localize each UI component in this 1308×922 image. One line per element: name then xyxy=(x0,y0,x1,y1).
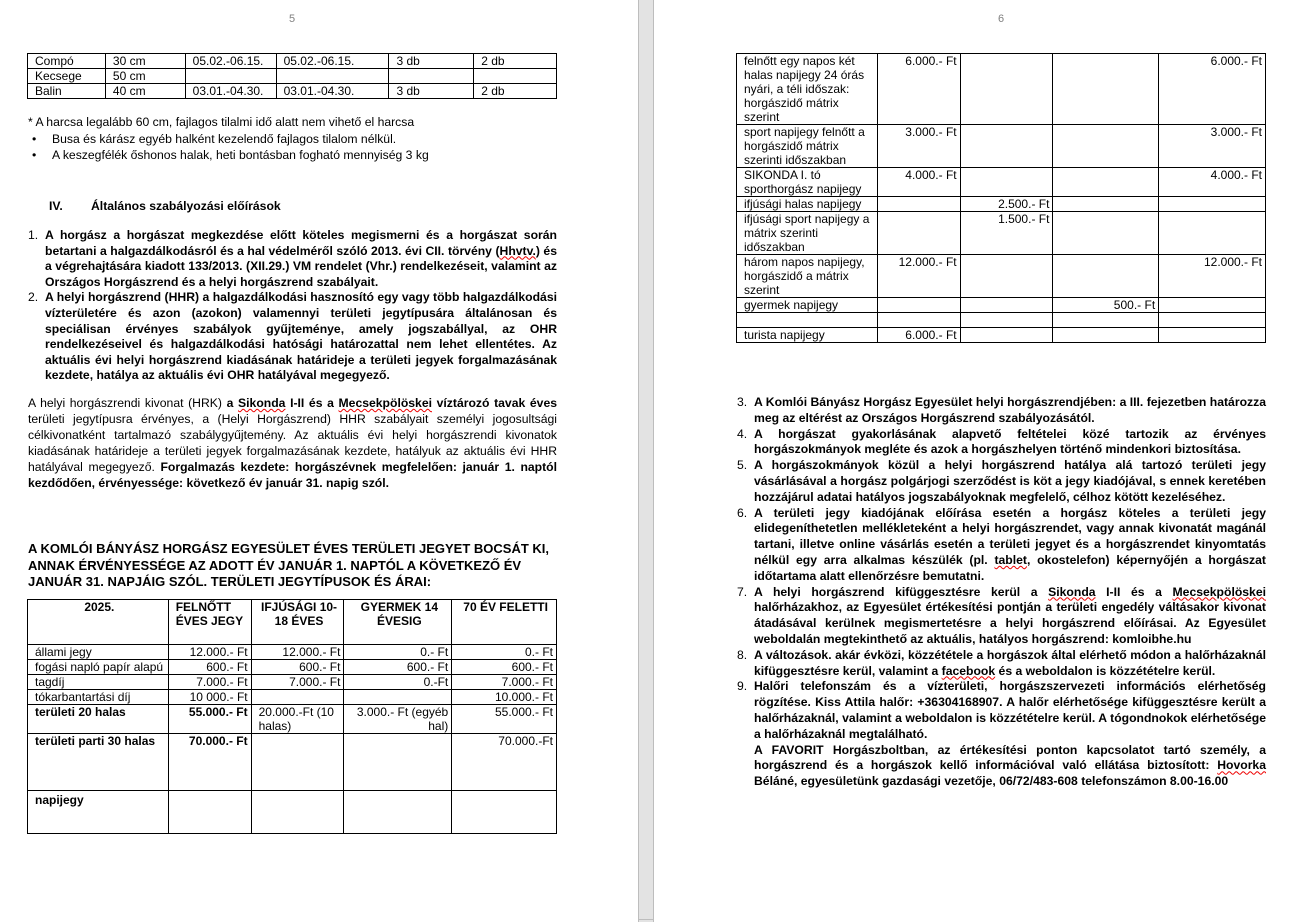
rule-item xyxy=(737,506,1266,585)
cell xyxy=(877,197,960,212)
rule-number: 6. xyxy=(737,505,748,520)
cell: 05.02.-06.15. xyxy=(185,54,276,69)
table-row xyxy=(28,84,557,99)
rule-text: A FAVORIT Horgászboltban, az értékesítési ponton kapcsolatot tartó személy, a horgászrend és a horgászok kellő információval való ellátása biztosított: xyxy=(754,742,1266,773)
cell xyxy=(960,313,1053,328)
cell: 7.000.- Ft xyxy=(251,675,344,690)
cell: 50 cm xyxy=(105,69,185,84)
list-item xyxy=(32,131,429,147)
species-table xyxy=(27,53,557,99)
table-row xyxy=(737,197,1266,212)
cell: 12.000.- Ft xyxy=(251,645,344,660)
column-header: 2025. xyxy=(28,600,169,645)
page-gutter xyxy=(638,0,654,922)
rule-text: I-II és a xyxy=(1095,584,1173,599)
spellcheck-word: facebook xyxy=(941,663,996,678)
cell: 40 cm xyxy=(105,84,185,99)
row-label xyxy=(737,313,878,328)
cell xyxy=(452,791,557,834)
rule-text: A területi jegy kiadójának előírása esetén a horgász köteles a területi jegy elidegeníthetetlen mellékleteként a helyi horgászrendet, vagy annak kivonatát magánál tartani, illetve online vásárlás esetén a területi jegyet és a horgászrendet kinyomtatás nélkül egy arra alkalmas készülék (pl. xyxy=(754,505,1266,567)
text: Forgalmazás kezdete: horgászévnek megfelelően: január 1. naptól kezdődően, érvényessége: következő év január 31. napig szól. xyxy=(28,460,558,490)
rule-text: halőrházakhoz, az Egyesület értékesítési pontján a területi engedély váltásakor kivonat átadásával kerülnek megismertetésre a helyi horgászrend előírásai. Az Egyesület weboldalán megtekinthető az aktuális, hatályos horgászrend: komloibhe.hu xyxy=(754,600,1266,646)
cell: 0.- Ft xyxy=(344,645,452,660)
text: területi jegytípusra érvényes, a (Helyi Horgászrend) HHR szabályait személyi jogosultsági célkivonatként tartalmazó szabálygyűjtemény. Az aktuális évi helyi horgászrendi kivonatok kiadásának határideje a területi jegyek forgalmazásának kezdete, hatályuk az aktuális évi HHR hatályával megegyező. xyxy=(28,412,557,474)
row-label: állami jegy xyxy=(28,645,169,660)
cell: 600.- Ft xyxy=(251,660,344,675)
page-number: 6 xyxy=(998,13,1005,25)
cell: 4.000.- Ft xyxy=(877,168,960,197)
cell: 6.000.- Ft xyxy=(877,328,960,343)
table-row xyxy=(28,660,557,675)
bullet-text: A keszegfélék őshonos halak, heti bontásban fogható mennyiség 3 kg xyxy=(52,148,429,162)
table-row xyxy=(737,212,1266,255)
price-table xyxy=(27,599,557,834)
rules-list-continued xyxy=(737,395,1266,790)
row-label: ifjúsági halas napijegy xyxy=(737,197,878,212)
cell xyxy=(960,54,1053,125)
row-label: fogási napló papír alapú xyxy=(28,660,169,675)
rule-item xyxy=(737,395,1266,427)
ticket-heading: A KOMLÓI BÁNYÁSZ HORGÁSZ EGYESÜLET ÉVES TERÜLETI JEGYET BOCSÁT KI, ANNAK ÉRVÉNYESSÉGE AZ ADOTT ÉV JANUÁR 1. NAPTÓL A KÖVETKEZŐ ÉV JANUÁR 31. NAPJÁIG SZÓL. TERÜLETI JEGYTÍPUSOK ÉS ÁRAI: xyxy=(28,541,550,589)
rule-item xyxy=(737,585,1266,648)
text: a xyxy=(226,396,239,410)
cell xyxy=(877,212,960,255)
rule-item xyxy=(737,679,1266,742)
cell xyxy=(1053,125,1159,168)
cell xyxy=(251,690,344,705)
cell xyxy=(1053,212,1159,255)
rule-text: A horgászat gyakorlásának alapvető feltételei közé tartozik az érvényes horgászokmányok megléte és azok a horgászhelyen történő mindenkori biztosítása. xyxy=(754,426,1266,457)
cell xyxy=(344,690,452,705)
text: víztározó tavak éves xyxy=(432,396,557,410)
column-header: GYERMEK 14 ÉVESIG xyxy=(344,600,452,645)
cell: 03.01.-04.30. xyxy=(276,84,389,99)
cell: 03.01.-04.30. xyxy=(185,84,276,99)
rule-text: A horgász a horgászat megkezdése előtt köteles megismerni és a horgászat során betartani a halgazdálkodásról és a hal védelméről szóló 2013. évi CII. törvény ( xyxy=(45,228,557,258)
cell xyxy=(1053,168,1159,197)
spellcheck-word: Mecsekpölöskei xyxy=(338,396,432,410)
rule-text: A változások. akár évközi, közzététele a horgászok által elérhető módon a halőrházaknál kifüggesztésre kerül, valamint a xyxy=(754,647,1266,678)
rule-number: 4. xyxy=(737,426,748,441)
cell xyxy=(251,791,344,834)
table-row xyxy=(737,298,1266,313)
column-header: FELNŐTT ÉVES JEGY xyxy=(168,600,251,645)
rule-item xyxy=(737,648,1266,680)
section-heading xyxy=(49,198,281,214)
cell xyxy=(960,328,1053,343)
table-row xyxy=(737,168,1266,197)
cell xyxy=(251,734,344,791)
rules-list xyxy=(28,228,557,384)
rule-item xyxy=(28,228,557,290)
cell xyxy=(877,313,960,328)
cell xyxy=(960,255,1053,298)
bullet-icon: • xyxy=(32,132,37,146)
cell xyxy=(1053,313,1159,328)
cell: 3 db xyxy=(389,84,474,99)
cell xyxy=(1053,328,1159,343)
rule-text: A helyi horgászrend kifüggesztésre kerül a xyxy=(754,584,1049,599)
spellcheck-word: Sikonda xyxy=(1048,584,1096,599)
table-row xyxy=(737,328,1266,343)
row-label: sport napijegy felnőtt a horgászidő mátrix szerinti időszakban xyxy=(737,125,878,168)
cell: 30 cm xyxy=(105,54,185,69)
rule-item xyxy=(737,458,1266,505)
cell: 12.000.- Ft xyxy=(168,645,251,660)
cell xyxy=(877,298,960,313)
cell: 55.000.- Ft xyxy=(168,705,251,734)
rule-text: A horgászokmányok közül a helyi horgászrend hatálya alá tartozó területi jegy vásárlásával a horgász polgárjogi szerződést is köt a jegy kiadójával, s ennek keretében hozzájárul adatai hatályos jogszabályoknak megfelelő, célhoz kötött kezeléséhez. xyxy=(754,458,1266,504)
rule-text: A helyi horgászrend (HHR) a halgazdálkodási hasznosító egy vagy több halgazdálkodási vízterületére és azon (azokon) valamennyi területi jegytípusára általánosan és speciálisan érvényes szabályok gyűjteménye, amely jogszabállyal, az OHR rendelkezéseivel és halgazdálkodási hatósági határozattal nem lehet ellentétes. Az aktuális évi helyi horgászrend kiadásának határideje a területi jegyek forgalmazásának kezdete, hatálya az aktuális évi OHR hatályával megegyező. xyxy=(45,290,557,383)
cell xyxy=(1053,255,1159,298)
table-row xyxy=(28,675,557,690)
rule-text: Halőri telefonszám és a vízterületi, horgászszervezeti információs elérhetőség rögzítése. Kiss Attila halőr: +36304168907. A halőr elérhetősége kifüggesztésre került a halőrházaknál, valamint a weboldalon is közzétételre kerül. A tógondnokok elérhetősége a halőrházaknál megtalálható. xyxy=(754,679,1266,741)
cell: 6.000.- Ft xyxy=(1159,54,1266,125)
cell: 7.000.- Ft xyxy=(452,675,557,690)
rule-number: 1. xyxy=(28,228,39,242)
cell: 3.000.- Ft (egyéb hal) xyxy=(344,705,452,734)
row-label: területi parti 30 halas xyxy=(28,734,169,791)
column-header: 70 ÉV FELETTI xyxy=(452,600,557,645)
rule-number: 8. xyxy=(737,647,748,662)
cell: Balin xyxy=(28,84,106,99)
cell: 10.000.- Ft xyxy=(452,690,557,705)
cell xyxy=(1159,313,1266,328)
rule-number: 9. xyxy=(737,679,748,694)
cell: 70.000.- Ft xyxy=(168,734,251,791)
cell xyxy=(1053,197,1159,212)
rule-item-continuation xyxy=(737,743,1266,790)
column-header: IFJÚSÁGI 10-18 ÉVES xyxy=(251,600,344,645)
cell: 0.-Ft xyxy=(344,675,452,690)
cell: 7.000.- Ft xyxy=(168,675,251,690)
page-5 xyxy=(0,0,638,920)
cell: 3.000.- Ft xyxy=(877,125,960,168)
cell: 12.000.- Ft xyxy=(1159,255,1266,298)
cell xyxy=(1159,298,1266,313)
cell xyxy=(344,734,452,791)
row-label: tókarbantartási díj xyxy=(28,690,169,705)
row-label: SIKONDA I. tó sporthorgász napijegy xyxy=(737,168,878,197)
table-row xyxy=(737,54,1266,125)
table-row xyxy=(28,690,557,705)
row-label: területi 20 halas xyxy=(28,705,169,734)
cell: 3 db xyxy=(389,54,474,69)
spellcheck-word: tablet xyxy=(994,552,1027,567)
cell: 3.000.- Ft xyxy=(1159,125,1266,168)
row-label: három napos napijegy, horgászidő a mátrix szerint xyxy=(737,255,878,298)
table-row xyxy=(737,255,1266,298)
table-header-row xyxy=(28,600,557,645)
row-label: ifjúsági sport napijegy a mátrix szerinti időszakban xyxy=(737,212,878,255)
cell: 70.000.-Ft xyxy=(452,734,557,791)
table-row xyxy=(28,791,557,834)
cell: 500.- Ft xyxy=(1053,298,1159,313)
cell xyxy=(1159,212,1266,255)
cell: 10 000.- Ft xyxy=(168,690,251,705)
cell: 20.000.-Ft (10 halas) xyxy=(251,705,344,734)
text: A helyi horgászrendi kivonat (HRK) xyxy=(28,396,227,410)
rule-number: 7. xyxy=(737,584,748,599)
cell: 4.000.- Ft xyxy=(1159,168,1266,197)
rule-text: , okostelefon) képernyőjén a horgászat időtartama alatt ellenőrzésre bemutatni. xyxy=(754,552,1266,583)
text: I-II és a xyxy=(285,396,339,410)
footnote: * A harcsa legalább 60 cm, fajlagos tilalmi idő alatt nem vihető el harcsa xyxy=(28,115,415,129)
table-row xyxy=(28,705,557,734)
row-label: napijegy xyxy=(28,791,169,834)
cell xyxy=(474,69,557,84)
row-label: tagdíj xyxy=(28,675,169,690)
cell: 2 db xyxy=(474,84,557,99)
table-row xyxy=(28,645,557,660)
table-row xyxy=(28,69,557,84)
table-row xyxy=(28,54,557,69)
cell: 600.- Ft xyxy=(344,660,452,675)
bullet-list xyxy=(32,131,429,163)
page-6 xyxy=(654,0,1308,920)
rule-text: és a weboldalon is közzétételre kerül. xyxy=(995,663,1216,678)
bullet-text: Busa és kárász egyéb halként kezelendő fajlagos tilalom nélkül. xyxy=(52,132,397,146)
cell: 55.000.- Ft xyxy=(452,705,557,734)
spellcheck-word: Hovorka xyxy=(1217,758,1266,773)
cell: 2.500.- Ft xyxy=(960,197,1053,212)
cell xyxy=(960,125,1053,168)
cell: 600.- Ft xyxy=(452,660,557,675)
rule-text: Béláné, egyesületünk gazdasági vezetője, 06/72/483-608 telefonszámon 8.00-16.00 xyxy=(754,774,1229,789)
cell xyxy=(389,69,474,84)
cell: Compó xyxy=(28,54,106,69)
spellcheck-word: Mecsekpölöskei xyxy=(1172,584,1266,599)
table-row xyxy=(737,313,1266,328)
row-label: turista napijegy xyxy=(737,328,878,343)
price-table-continued xyxy=(736,53,1266,343)
spellcheck-word: Hhvtv. xyxy=(499,243,536,258)
rule-number: 3. xyxy=(737,395,748,409)
rule-number: 5. xyxy=(737,458,748,473)
page-number: 5 xyxy=(289,13,296,25)
bullet-icon: • xyxy=(32,148,37,162)
row-label: felnőtt egy napos két halas napijegy 24 órás nyári, a téli időszak: horgászidő mátrix szerint xyxy=(737,54,878,125)
section-title: Általános szabályozási előírások xyxy=(91,199,281,213)
cell xyxy=(960,298,1053,313)
cell: 1.500.- Ft xyxy=(960,212,1053,255)
rule-item xyxy=(28,290,557,384)
cell: Kecsege xyxy=(28,69,106,84)
cell: 05.02.-06.15. xyxy=(276,54,389,69)
rule-text: ) és a végrehajtására kiadott 133/2013. (XII.29.) VM rendelet (Vhr.) rendelkezéseit, valamint az Országos Horgászrend és a helyi horgászrend szabályait. xyxy=(45,243,557,289)
table-row xyxy=(28,734,557,791)
cell: 6.000.- Ft xyxy=(877,54,960,125)
cell xyxy=(1159,328,1266,343)
hrk-paragraph xyxy=(28,395,557,491)
cell: 0.- Ft xyxy=(452,645,557,660)
section-numeral: IV. xyxy=(49,199,63,213)
table-row xyxy=(737,125,1266,168)
cell xyxy=(344,791,452,834)
rule-item xyxy=(737,427,1266,459)
cell: 12.000.- Ft xyxy=(877,255,960,298)
cell xyxy=(1053,54,1159,125)
cell xyxy=(276,69,389,84)
cell: 600.- Ft xyxy=(168,660,251,675)
cell xyxy=(960,168,1053,197)
rule-number: 2. xyxy=(28,290,39,305)
cell xyxy=(185,69,276,84)
spellcheck-word: Sikonda xyxy=(238,396,286,410)
cell xyxy=(168,791,251,834)
list-item xyxy=(32,147,429,163)
rule-text: A Komlói Bányász Horgász Egyesület helyi horgászrendjében: a III. fejezetben határozza meg az eltérést az Országos Horgászrend szabályozásától. xyxy=(754,395,1266,425)
cell: 2 db xyxy=(474,54,557,69)
row-label: gyermek napijegy xyxy=(737,298,878,313)
cell xyxy=(1159,197,1266,212)
